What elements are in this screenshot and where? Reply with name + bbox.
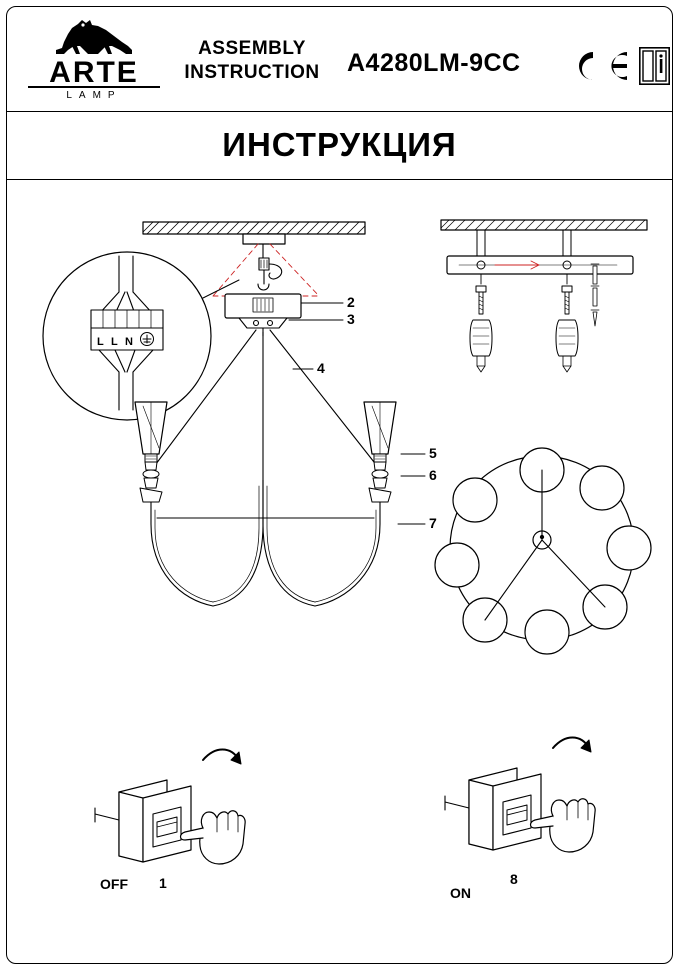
assembly-line-1: ASSEMBLY bbox=[198, 38, 306, 59]
callout-7: 7 bbox=[429, 515, 437, 531]
switch-off-illustration bbox=[95, 750, 245, 865]
svg-text:N: N bbox=[125, 336, 133, 348]
brand-subtitle: LAMP bbox=[66, 90, 122, 101]
svg-text:L: L bbox=[97, 336, 104, 348]
switch-on-label: ON bbox=[450, 885, 471, 901]
callout-3: 3 bbox=[347, 311, 355, 327]
ce-mark-icon bbox=[569, 49, 631, 83]
screw-right bbox=[562, 286, 572, 314]
mounting-bar-detail bbox=[441, 220, 647, 372]
screw-left bbox=[476, 286, 486, 314]
top-view-layout bbox=[435, 448, 651, 654]
page-title: ИНСТРУКЦИЯ bbox=[222, 126, 457, 163]
shade-right bbox=[364, 402, 396, 502]
griffin-logo-icon bbox=[42, 16, 138, 60]
assembly-instruction-title bbox=[172, 37, 332, 85]
terminal-detail bbox=[43, 252, 239, 420]
diagram-canvas bbox=[7, 180, 672, 964]
hook-assembly bbox=[258, 244, 282, 290]
wall-anchor-left bbox=[470, 320, 492, 372]
wall-anchor-right bbox=[556, 320, 578, 372]
ceiling-left bbox=[143, 222, 365, 244]
callout-4: 4 bbox=[317, 360, 325, 376]
switch-off-label: OFF bbox=[100, 876, 128, 892]
shade-left bbox=[135, 402, 167, 502]
title-band bbox=[7, 112, 672, 180]
model-code: A4280LM-9CC bbox=[347, 49, 521, 77]
header bbox=[7, 7, 672, 112]
brand-block bbox=[20, 12, 168, 110]
callout-6: 6 bbox=[429, 467, 437, 483]
canopy bbox=[225, 294, 301, 336]
svg-text:L: L bbox=[111, 336, 118, 348]
step-number-8: 8 bbox=[510, 871, 518, 887]
read-manual-icon bbox=[639, 47, 670, 85]
brand-name: ARTE bbox=[49, 56, 139, 89]
callout-5: 5 bbox=[429, 445, 437, 461]
assembly-diagram bbox=[7, 180, 672, 964]
assembly-line-2: INSTRUCTION bbox=[184, 62, 320, 83]
callout-2: 2 bbox=[347, 294, 355, 310]
step-number-1: 1 bbox=[159, 875, 167, 891]
switch-on-illustration bbox=[445, 738, 595, 853]
